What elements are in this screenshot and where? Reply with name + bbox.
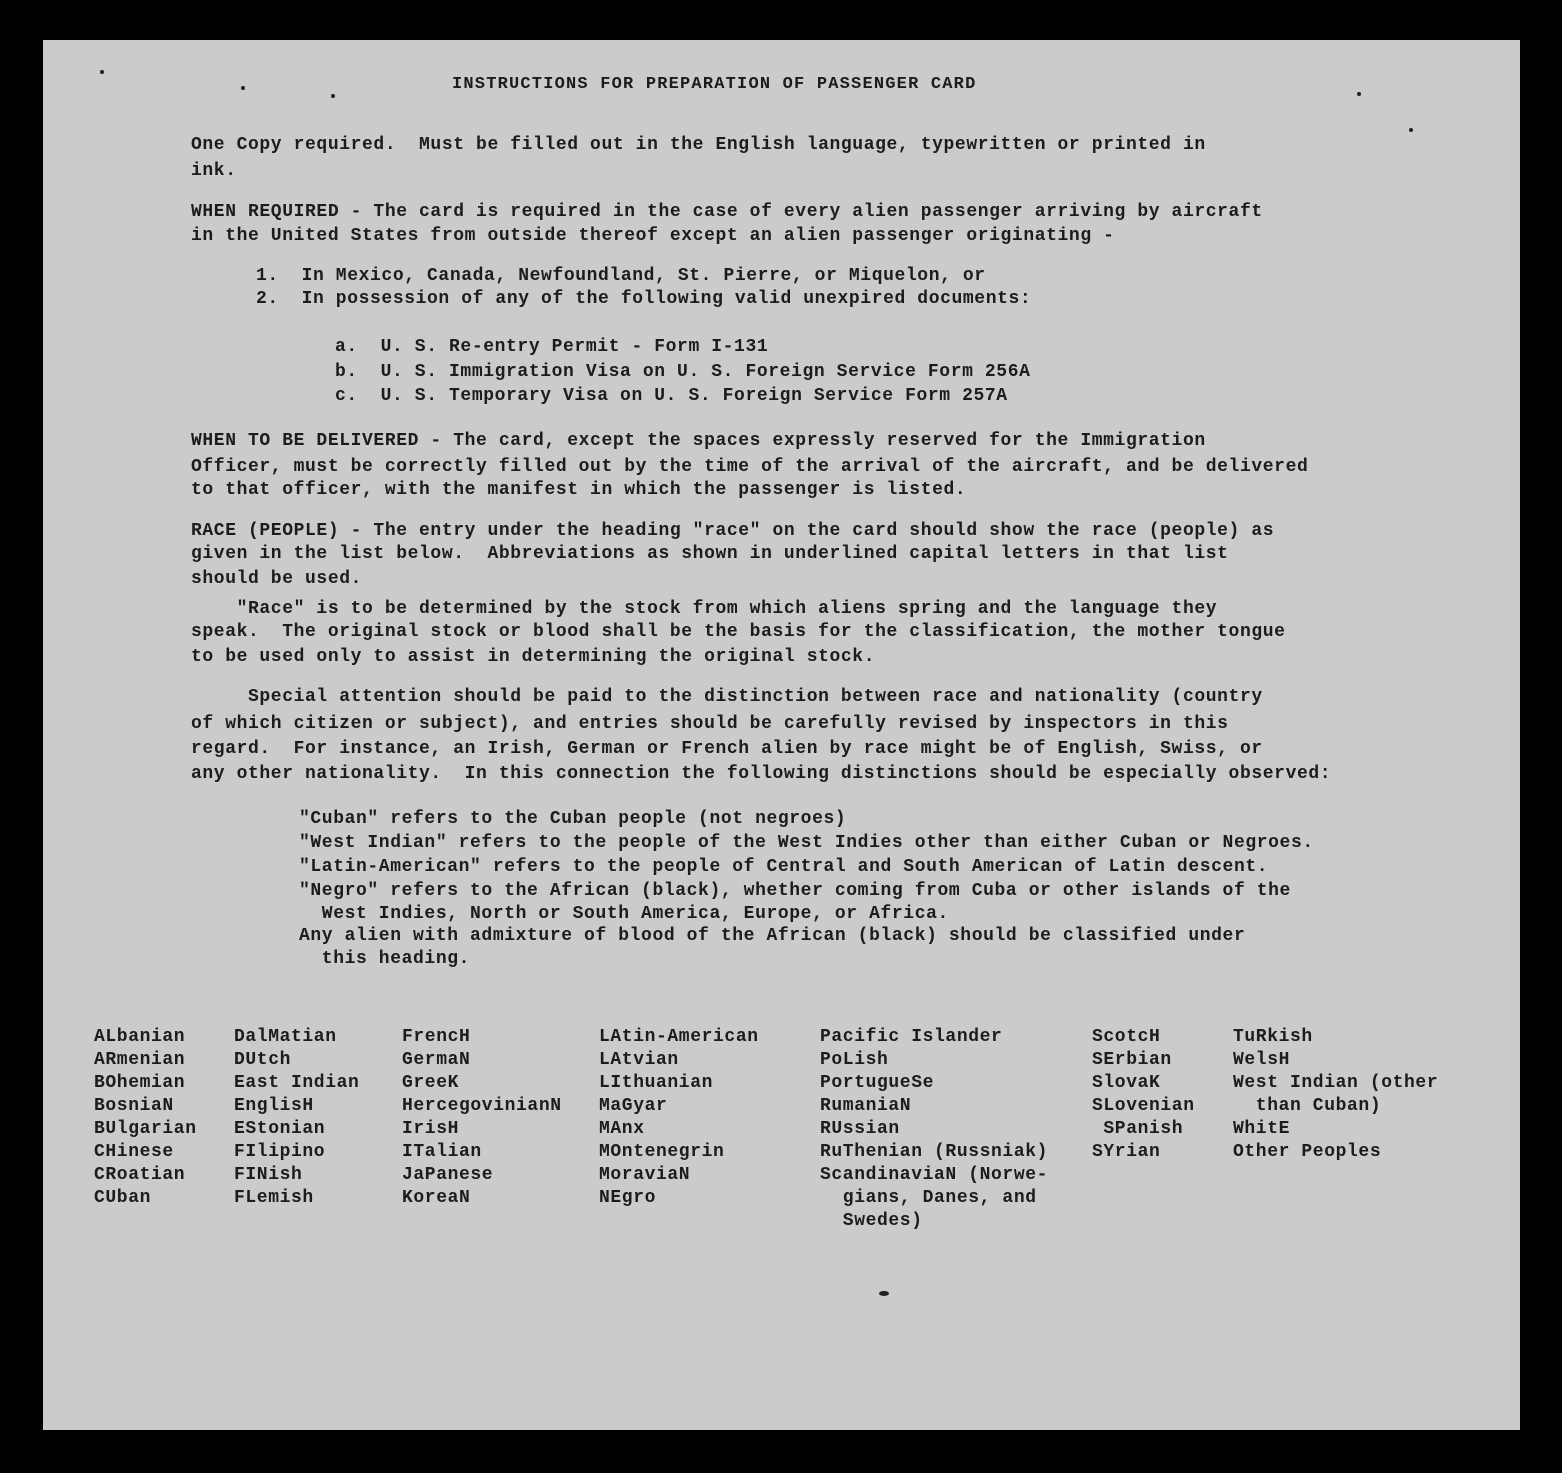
document-page (43, 40, 1520, 1430)
race-list-item: MAnx (599, 1119, 645, 1139)
race-list-item: EStonian (234, 1119, 326, 1139)
race-list-column-3 (402, 1026, 562, 1210)
race-list-item: SLovenian (1092, 1096, 1195, 1116)
race-list-item: BOhemian (94, 1073, 186, 1093)
distinction-line: West Indies, North or South America, Europe, or Africa. (299, 904, 949, 924)
distinction-line: "West Indian" refers to the people of the West Indies other than either Cuban or Negroes. (299, 833, 1314, 853)
race-list-item: RumaniaN (820, 1096, 912, 1116)
race-list-item: WelsH (1233, 1050, 1291, 1070)
race-list-item: GreeK (402, 1073, 460, 1093)
when-delivered-line: WHEN TO BE DELIVERED - The card, except the spaces expressly reserved for the Immigration (191, 431, 1206, 451)
race-list-item: MOntenegrin (599, 1142, 725, 1162)
special-attention-line: any other nationality. In this connection the following distinctions should be especially observed: (191, 764, 1332, 784)
race-list-item: ALbanian (94, 1027, 186, 1047)
race-list-item: ScotcH (1092, 1027, 1161, 1047)
race-list-column-7 (1233, 1026, 1438, 1164)
race-line: given in the list below. Abbreviations as shown in underlined capital letters in that list (191, 544, 1229, 564)
document-subitem: c. U. S. Temporary Visa on U. S. Foreign Service Form 257A (335, 386, 1008, 406)
ink-speck (879, 1291, 889, 1296)
race-line: should be used. (191, 569, 363, 589)
race-list-item: West Indian (other (1233, 1073, 1439, 1093)
race-list-item: FINish (234, 1165, 303, 1185)
race-list-item: JaPanese (402, 1165, 494, 1185)
race-list-item: IrisH (402, 1119, 460, 1139)
race-list-item: FrencH (402, 1027, 471, 1047)
race-list-column-2 (234, 1026, 359, 1210)
document-subitem: a. U. S. Re-entry Permit - Form I-131 (335, 337, 769, 357)
race-list-item: gians, Danes, and (820, 1188, 1037, 1208)
race-list-item: East Indian (234, 1073, 360, 1093)
when-required-line: WHEN REQUIRED - The card is required in the case of every alien passenger arriving by aircraft (191, 202, 1263, 222)
distinction-line: this heading. (299, 949, 471, 969)
race-list-item: Pacific Islander (820, 1027, 1003, 1047)
page-title: INSTRUCTIONS FOR PREPARATION OF PASSENGER CARD (452, 75, 977, 94)
race-list-item: NEgro (599, 1188, 657, 1208)
race-list-item: SErbian (1092, 1050, 1172, 1070)
race-line: RACE (PEOPLE) - The entry under the heading "race" on the card should show the race (people) as (191, 521, 1275, 541)
when-delivered-line: Officer, must be correctly filled out by the time of the arrival of the aircraft, and be delivered (191, 457, 1309, 477)
race-list-item: FLemish (234, 1188, 314, 1208)
intro-line: ink. (191, 161, 237, 181)
race-list-item: SlovaK (1092, 1073, 1161, 1093)
special-attention-line: regard. For instance, an Irish, German or French alien by race might be of English, Swiss, or (191, 739, 1263, 759)
race-list-item: PortugueSe (820, 1073, 935, 1093)
race-list-item: LAtvian (599, 1050, 679, 1070)
race-list-item: MoraviaN (599, 1165, 691, 1185)
race-list-item: LIthuanian (599, 1073, 714, 1093)
distinction-line: "Negro" refers to the African (black), whether coming from Cuba or other islands of the (299, 881, 1291, 901)
race-list-item: DUtch (234, 1050, 292, 1070)
race-definition-line: speak. The original stock or blood shall be the basis for the classification, the mother tongue (191, 622, 1286, 642)
race-list-item: ARmenian (94, 1050, 186, 1070)
race-list-item: RUssian (820, 1119, 900, 1139)
ink-speck (1357, 92, 1361, 96)
when-required-item: 2. In possession of any of the following valid unexpired documents: (256, 289, 1032, 309)
distinction-line: "Cuban" refers to the Cuban people (not negroes) (299, 809, 847, 829)
when-required-line: in the United States from outside thereof except an alien passenger originating - (191, 226, 1115, 246)
race-list-item: ScandinaviaN (Norwe- (820, 1165, 1049, 1185)
race-list-item: LAtin-American (599, 1027, 759, 1047)
race-list-item: EnglisH (234, 1096, 314, 1116)
race-list-column-6 (1092, 1026, 1195, 1164)
race-list-item: KoreaN (402, 1188, 471, 1208)
race-list-item: MaGyar (599, 1096, 668, 1116)
when-required-item: 1. In Mexico, Canada, Newfoundland, St. Pierre, or Miquelon, or (256, 266, 986, 286)
race-list-item: Swedes) (820, 1211, 923, 1231)
race-list-item: HercegovinianN (402, 1096, 562, 1116)
race-list-item: BUlgarian (94, 1119, 197, 1139)
intro-line: One Copy required. Must be filled out in the English language, typewritten or printed in (191, 135, 1206, 155)
distinction-line: "Latin-American" refers to the people of Central and South American of Latin descent. (299, 857, 1269, 877)
ink-speck (1409, 128, 1413, 132)
special-attention-line: of which citizen or subject), and entries should be carefully revised by inspectors in this (191, 714, 1229, 734)
ink-speck (331, 94, 335, 98)
race-list-item: GermaN (402, 1050, 471, 1070)
race-list-item: SYrian (1092, 1142, 1161, 1162)
race-list-item: than Cuban) (1233, 1096, 1382, 1116)
race-list-item: RuThenian (Russniak) (820, 1142, 1049, 1162)
ink-speck (100, 70, 104, 74)
race-list-column-1 (94, 1026, 197, 1210)
race-list-item: ITalian (402, 1142, 482, 1162)
race-list-item: SPanish (1092, 1119, 1184, 1139)
race-list-item: DalMatian (234, 1027, 337, 1047)
ink-speck (241, 86, 245, 90)
race-list-item: WhitE (1233, 1119, 1291, 1139)
document-subitem: b. U. S. Immigration Visa on U. S. Foreign Service Form 256A (335, 362, 1031, 382)
race-list-column-5 (820, 1026, 1048, 1233)
special-attention-line: Special attention should be paid to the distinction between race and nationality (country (191, 687, 1263, 707)
race-definition-line: to be used only to assist in determining the original stock. (191, 647, 876, 667)
race-list-item: CHinese (94, 1142, 174, 1162)
race-list-item: Other Peoples (1233, 1142, 1382, 1162)
race-list-item: BosniaN (94, 1096, 174, 1116)
distinction-line: Any alien with admixture of blood of the African (black) should be classified under (299, 926, 1246, 946)
race-list-item: TuRkish (1233, 1027, 1313, 1047)
race-list-item: CUban (94, 1188, 152, 1208)
race-list-column-4 (599, 1026, 759, 1210)
race-definition-line: "Race" is to be determined by the stock from which aliens spring and the language they (191, 599, 1218, 619)
race-list-item: PoLish (820, 1050, 889, 1070)
race-list-item: CRoatian (94, 1165, 186, 1185)
when-delivered-line: to that officer, with the manifest in which the passenger is listed. (191, 480, 967, 500)
race-list-item: FIlipino (234, 1142, 326, 1162)
